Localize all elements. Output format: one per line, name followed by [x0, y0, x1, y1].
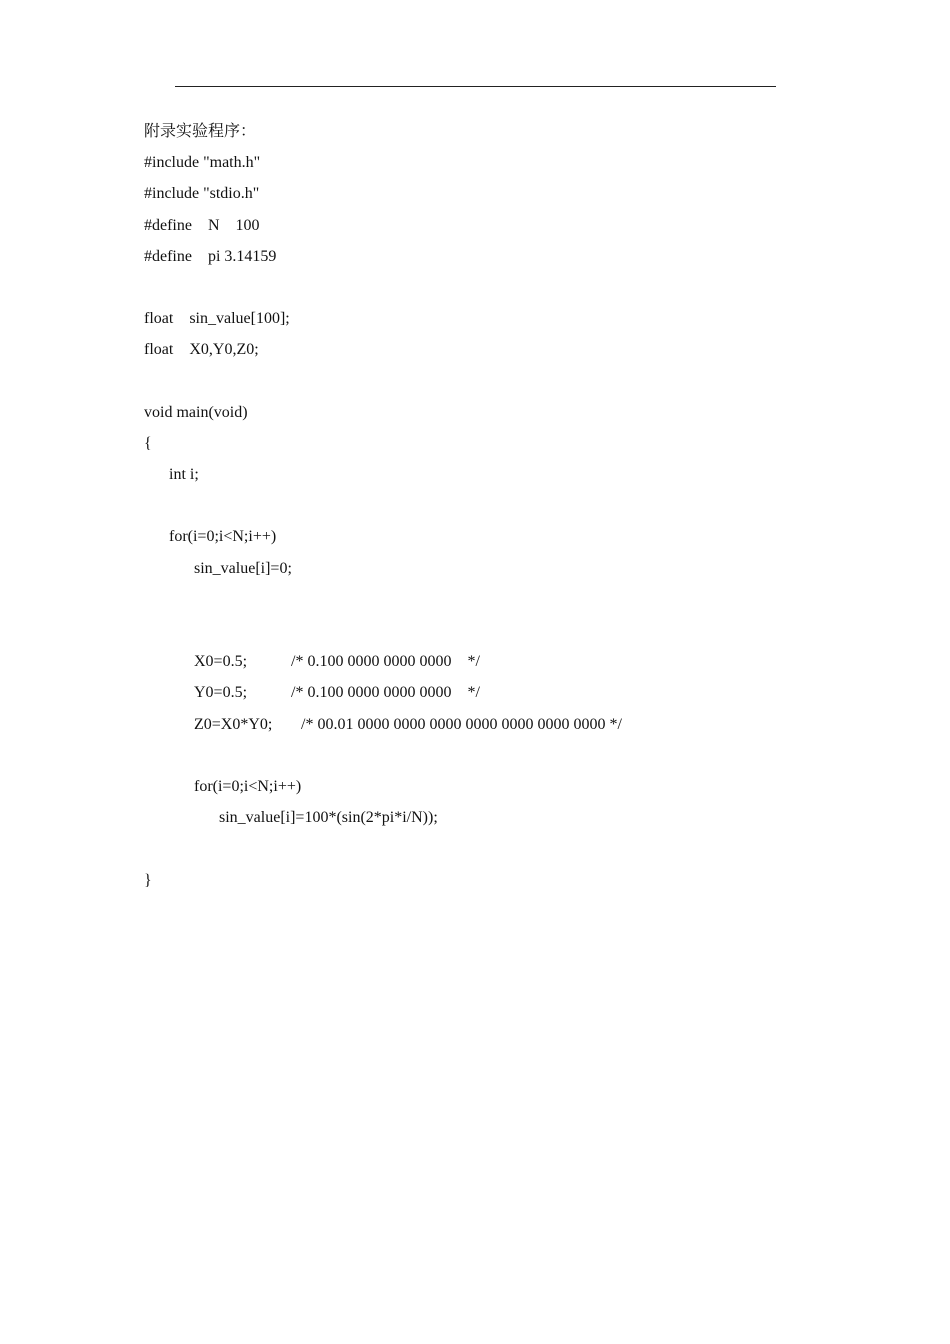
- blank-line: [144, 490, 904, 521]
- define-rest: pi 3.14159: [207, 247, 277, 265]
- appendix-heading: 附录实验程序：: [144, 123, 257, 140]
- blank-line: [144, 615, 904, 646]
- blank-line: [144, 366, 904, 397]
- code-line-for-init: for(i=0;i<N;i++): [169, 528, 277, 546]
- document-body: [144, 116, 904, 896]
- blank-line: [144, 740, 904, 771]
- comment: /* 0.100 0000 0000 0000 */: [291, 653, 480, 671]
- code-line-int-decl: int i;: [169, 466, 199, 484]
- statement: Y0=0.5;: [194, 684, 248, 702]
- type-keyword: float: [144, 310, 174, 328]
- code-line-x0-assign: [144, 646, 904, 677]
- header-rule: [175, 86, 776, 87]
- code-line-for-init-body: sin_value[i]=0;: [194, 559, 292, 577]
- code-line-y0-assign: [144, 677, 904, 708]
- code-line-z0-assign: [144, 709, 904, 740]
- code-line-for-sin: for(i=0;i<N;i++): [194, 777, 302, 795]
- code-line-decl-sin-value: [144, 303, 904, 334]
- define-keyword: #define: [144, 216, 192, 234]
- blank-line: [144, 272, 904, 303]
- declarator: X0,Y0,Z0;: [189, 341, 259, 359]
- blank-line: [144, 584, 904, 615]
- code-line-include-stdio: #include "stdio.h": [144, 185, 260, 203]
- code-line-close-brace: }: [144, 871, 152, 889]
- code-line-define-pi: [144, 241, 904, 272]
- define-name: N: [207, 216, 220, 234]
- code-line-main-signature: void main(void): [144, 403, 248, 421]
- define-keyword: #define: [144, 247, 192, 265]
- declarator: sin_value[100];: [189, 310, 290, 328]
- blank-line: [144, 833, 904, 864]
- code-line-decl-xyz: [144, 334, 904, 365]
- statement: Z0=X0*Y0;: [194, 715, 273, 733]
- code-line-for-sin-body: sin_value[i]=100*(sin(2*pi*i/N));: [219, 809, 438, 827]
- comment: /* 0.100 0000 0000 0000 */: [291, 684, 480, 702]
- define-value: 100: [235, 216, 260, 234]
- comment: /* 00.01 0000 0000 0000 0000 0000 0000 0000 */: [301, 715, 622, 733]
- statement: X0=0.5;: [194, 653, 248, 671]
- code-line-open-brace: {: [144, 434, 152, 452]
- type-keyword: float: [144, 341, 174, 359]
- code-line-define-n: [144, 210, 904, 241]
- code-line-include-math: #include "math.h": [144, 154, 261, 172]
